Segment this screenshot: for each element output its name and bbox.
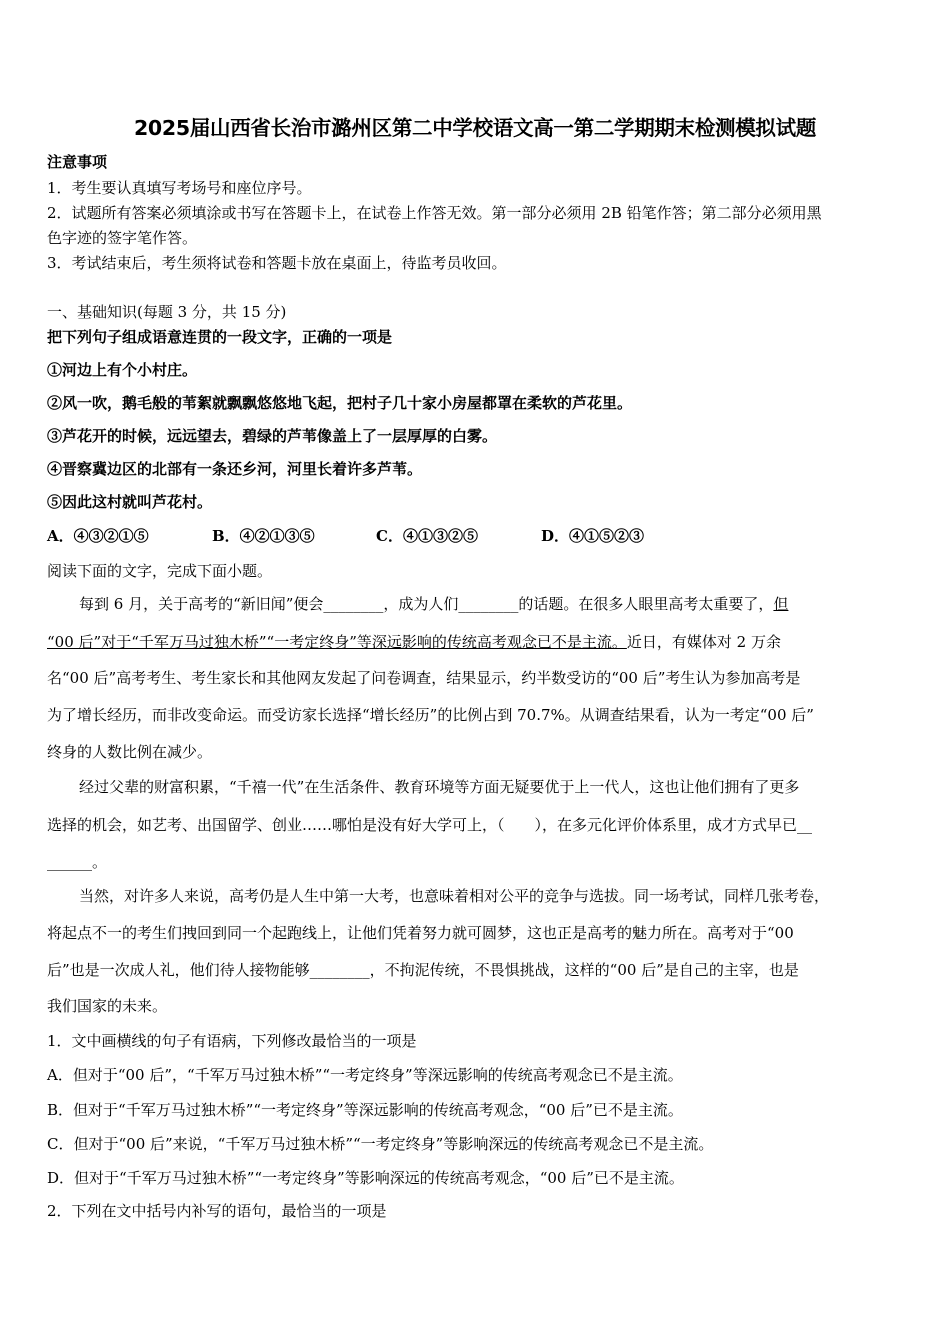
passage-line: 我们国家的未来。 — [47, 997, 168, 1015]
notice-item: 色字迹的签字笔作答。 — [47, 229, 198, 247]
passage-line: 将起点不一的考生们拽回到同一个起跑线上，让他们凭着努力就可圆梦，这也正是高考的魅力所在。高考对于“00 — [47, 924, 794, 942]
question-1-option-d: D．但对于“千军万马过独木桥”“一考定终身”等影响深远的传统高考观念，“00 后”已不是主流。 — [47, 1169, 684, 1187]
passage-line: 经过父辈的财富积累，“千禧一代”在生活条件、教育环境等方面无疑要优于上一代人，这也让他们拥有了更多 — [79, 778, 800, 796]
option-a: A．④③②①⑤ — [47, 527, 149, 545]
underlined-sentence: “00 后”对于“千军万马过独木桥”“一考定终身”等深远影响的传统高考观念已不是主流。 — [47, 633, 627, 651]
question-1-option-a: A．但对于“00 后”，“千军万马过独木桥”“一考定终身”等深远影响的传统高考观念已不是主流。 — [47, 1066, 683, 1084]
question-1-option-c: C．但对于“00 后”来说，“千军万马过独木桥”“一考定终身”等影响深远的传统高考观念已不是主流。 — [47, 1135, 714, 1153]
notice-heading: 注意事项 — [47, 153, 108, 171]
question-stem: 把下列句子组成语意连贯的一段文字，正确的一项是 — [47, 328, 393, 346]
passage-line: 选择的机会，如艺考、出国留学、创业……哪怕是没有好大学可上，（ ），在多元化评价体系里，成才方式早已__ — [47, 816, 813, 834]
passage-text: 近日，有媒体对 2 万余 — [626, 633, 781, 651]
passage-line: 名“00 后”高考考生、考生家长和其他网友发起了问卷调查，结果显示，约半数受访的“00 后”考生认为参加高考是 — [47, 669, 801, 687]
sentence-item: ③芦花开的时候，远远望去，碧绿的芦苇像盖上了一层厚厚的白雾。 — [47, 427, 498, 445]
notice-item: 1．考生要认真填写考场号和座位序号。 — [47, 179, 312, 197]
option-d: D．④①⑤②③ — [541, 527, 645, 545]
sentence-item: ①河边上有个小村庄。 — [47, 361, 198, 379]
reading-intro: 阅读下面的文字，完成下面小题。 — [47, 562, 273, 580]
passage-line: 终身的人数比例在减少。 — [47, 743, 213, 761]
sentence-item: ④晋察冀边区的北部有一条还乡河，河里长着许多芦苇。 — [47, 460, 423, 478]
passage-line: 当然，对许多人来说，高考仍是人生中第一大考，也意味着相对公平的竞争与选拔。同一场考试，同样几张考卷， — [79, 887, 830, 905]
passage-line: 为了增长经历，而非改变命运。而受访家长选择“增长经历”的比例占到 70.7%。从调查结果看，认为一考定“00 后” — [47, 706, 814, 724]
sentence-item: ⑤因此这村就叫芦花村。 — [47, 493, 213, 511]
option-c: C．④①③②⑤ — [376, 527, 478, 545]
passage-line — [47, 631, 781, 652]
question-1-stem: 1．文中画横线的句子有语病，下列修改最恰当的一项是 — [47, 1032, 417, 1050]
passage-line: ______。 — [47, 853, 108, 871]
notice-item: 3．考试结束后，考生须将试卷和答题卡放在桌面上，待监考员收回。 — [47, 254, 507, 272]
passage-text: 每到 6 月，关于高考的“新旧闻”便会________，成为人们________的话题。在很多人眼里高考太重要了， — [79, 595, 774, 613]
question-2-stem: 2．下列在文中括号内补写的语句，最恰当的一项是 — [47, 1202, 387, 1220]
passage-line — [79, 593, 788, 614]
section-heading: 一、基础知识(每题 3 分，共 15 分) — [47, 303, 287, 321]
underlined-sentence: 但 — [773, 595, 789, 613]
option-b: B．④②①③⑤ — [212, 527, 315, 545]
exam-title: 2025届山西省长治市潞州区第二中学校语文高一第二学期期末检测模拟试题 — [133, 116, 817, 140]
question-1-option-b: B．但对于“千军万马过独木桥”“一考定终身”等深远影响的传统高考观念，“00 后”已不是主流。 — [47, 1101, 683, 1119]
notice-item: 2．试题所有答案必须填涂或书写在答题卡上，在试卷上作答无效。第一部分必须用 2B 铅笔作答；第二部分必须用黑 — [47, 204, 822, 222]
passage-line: 后”也是一次成人礼，他们待人接物能够________，不拘泥传统，不畏惧挑战，这样的“00 后”是自己的主宰，也是 — [47, 961, 799, 979]
sentence-item: ②风一吹，鹅毛般的苇絮就飘飘悠悠地飞起，把村子几十家小房屋都罩在柔软的芦花里。 — [47, 394, 633, 412]
